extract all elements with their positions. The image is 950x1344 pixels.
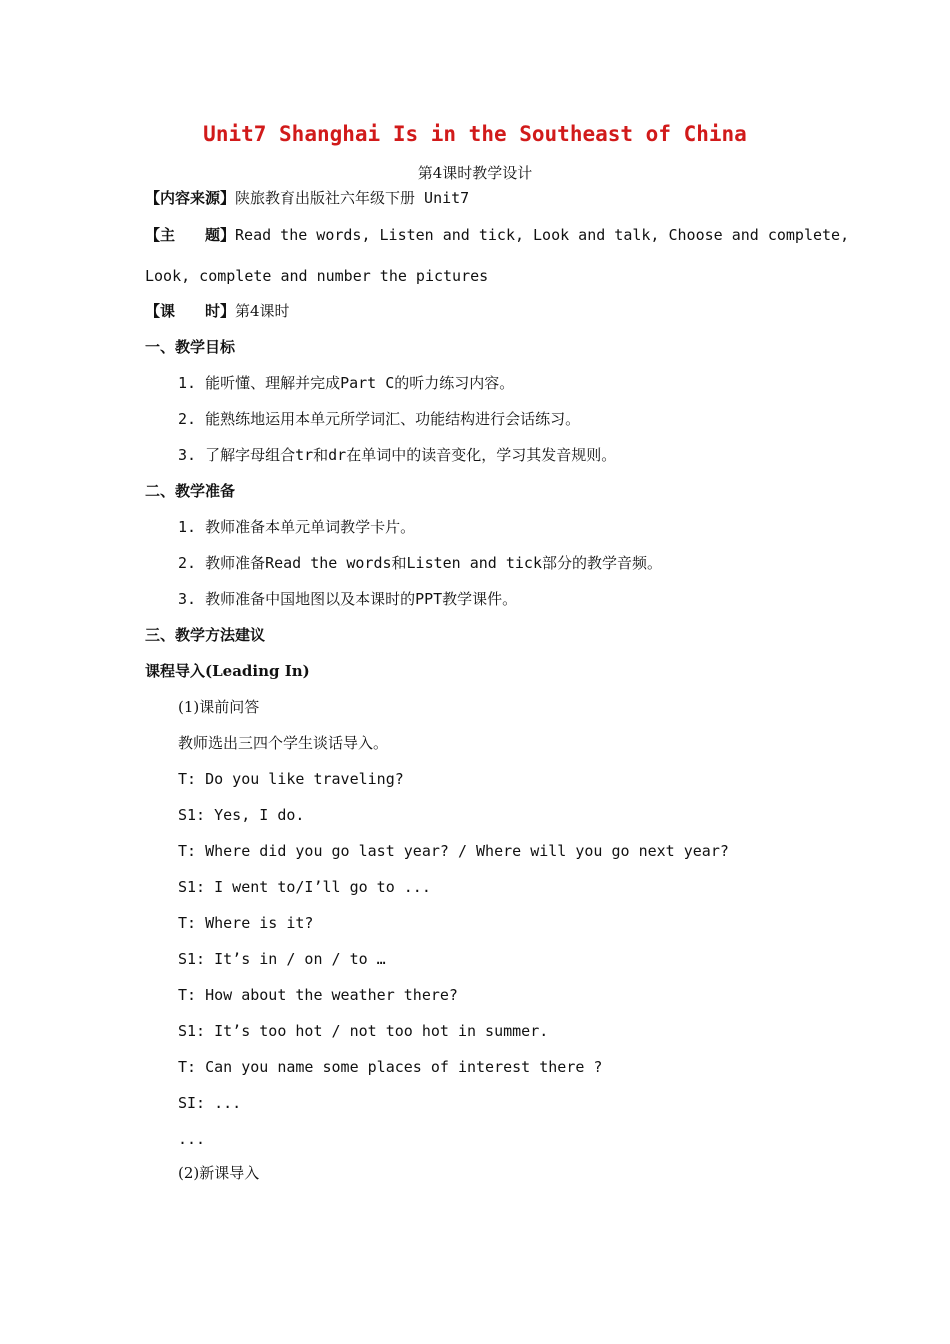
topic-value: Read the words, Listen and tick, Look and talk, Choose and complete, [235, 226, 850, 244]
period-label: 【课 时】 [145, 302, 236, 320]
dialogue-line: S1: It’s in / on / to … [178, 950, 386, 968]
dialogue-line: T: Can you name some places of interest there ? [178, 1058, 603, 1076]
dialogue-line: T: Where is it? [178, 914, 314, 932]
dialogue-line: ... [178, 1130, 206, 1148]
prep-heading: 二、教学准备 [145, 482, 236, 500]
topic-continuation: Look, complete and number the pictures [145, 267, 489, 285]
source-label: 【内容来源】 [145, 189, 236, 207]
dialogue-line: S1: It’s too hot / not too hot in summer. [178, 1022, 549, 1040]
source-line [145, 188, 469, 208]
objectives-heading: 一、教学目标 [145, 338, 236, 356]
dialogue-line: SI: ... [178, 1094, 242, 1112]
dialogue-line: T: Do you like traveling? [178, 770, 404, 788]
prep-item: 2. 教师准备Read the words和Listen and tick部分的教学音频。 [178, 554, 662, 572]
step-label: (2)新课导入 [178, 1164, 260, 1182]
document-subtitle: 第4课时教学设计 [417, 164, 533, 182]
prep-item: 1. 教师准备本单元单词教学卡片。 [178, 518, 416, 536]
intro-text: 教师选出三四个学生谈话导入。 [178, 734, 389, 752]
dialogue-line: T: Where did you go last year? / Where will you go next year? [178, 842, 729, 860]
dialogue-line: S1: Yes, I do. [178, 806, 305, 824]
topic-label: 【主 题】 [145, 226, 236, 244]
period-value: 第4课时 [235, 302, 290, 320]
leading-heading: 课程导入(Leading In) [145, 662, 310, 680]
objective-item: 3. 了解字母组合tr和dr在单词中的读音变化，学习其发音规则。 [178, 446, 617, 464]
objective-item: 1. 能听懂、理解并完成Part C的听力练习内容。 [178, 374, 515, 392]
objective-item: 2. 能熟练地运用本单元所学词汇、功能结构进行会话练习。 [178, 410, 581, 428]
source-value: 陕旅教育出版社六年级下册 Unit7 [235, 189, 470, 207]
prep-item: 3. 教师准备中国地图以及本课时的PPT教学课件。 [178, 590, 518, 608]
period-line [145, 301, 290, 321]
method-heading: 三、教学方法建议 [145, 626, 266, 644]
dialogue-line: S1: I went to/I’ll go to ... [178, 878, 431, 896]
dialogue-line: T: How about the weather there? [178, 986, 458, 1004]
topic-line [145, 225, 849, 245]
step-label: (1)课前问答 [178, 698, 260, 716]
document-title: Unit7 Shanghai Is in the Southeast of China [203, 122, 747, 146]
